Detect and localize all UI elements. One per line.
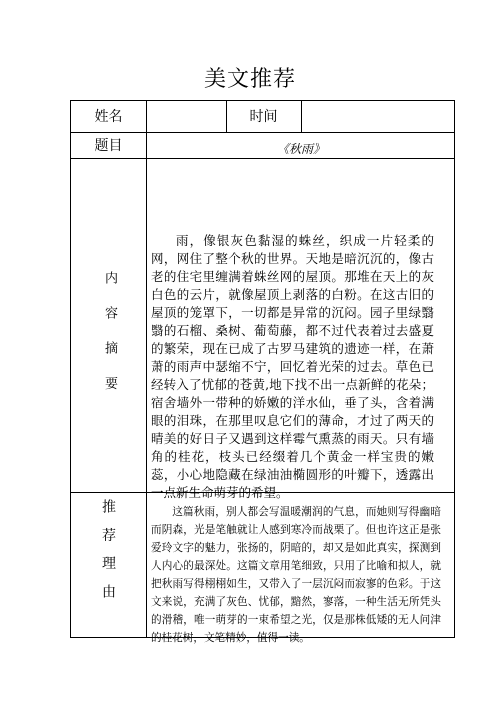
time-field[interactable] bbox=[302, 102, 454, 131]
column-divider bbox=[146, 101, 147, 638]
reason-text: 这篇秋雨，别人都会写温暖潮润的气息，而她则写得幽暗而阴森，光是笔触就让人感到寒冷而战栗了。但也许这正是张爱玲文字的魅力，张扬的，阴暗的，却又是如此真实，探测到人内心的最深处。这篇文章用笔细致，只用了比喻和拟人，就把秋雨写得栩栩如生，又带入了一层沉闷而寂寥的色彩。于这文来说，充满了灰色、忧郁，黯然，寥落，一种生活无所凭头的滑稽，唯一萌芽的一束希望之光，仅是那株低矮的无人问津的桂花树，文笔精妙，值得一读。 bbox=[151, 506, 441, 644]
summary-text: 雨，像银灰色黏湿的蛛丝，织成一片轻柔的网，网住了整个秋的世界。天地是暗沉沉的，像古老的住宅里缠满着蛛丝网的屋顶。那堆在天上的灰白色的云片，就像屋顶上剥落的白粉。在这古旧的屋顶的笼罩下，一切都是异常的沉闷。园子里绿翳翳的石榴、桑树、葡萄藤，都不过代表着过去盛夏的繁荣，现在已成了古罗马建筑的遗迹一样，在萧萧的雨声中瑟缩不宁，回忆着光荣的过去。草色已经转入了忧郁的苍黄,地下找不出一点新鲜的花朵；宿舍墙外一带种的娇嫩的洋水仙，垂了头，含着满眼的泪珠，在那里叹息它们的薄命，才过了两天的晴美的好日子又遇到这样霉气熏蒸的雨天。只有墙角的桂花，枝头已经缀着几个黄金一样宝贵的嫩蕊，小心地隐藏在绿油油椭圆形的叶瓣下，透露出一点新生命萌芽的希望。 bbox=[151, 233, 434, 500]
topic-label: 题目 bbox=[94, 138, 123, 154]
name-field[interactable] bbox=[147, 102, 225, 131]
time-label: 时间 bbox=[249, 109, 278, 125]
reason-label: 推 荐 理 由 bbox=[100, 499, 116, 604]
page-title: 美文推荐 bbox=[203, 67, 296, 92]
summary-label: 内 容 摘 要 bbox=[102, 271, 117, 399]
name-label: 姓名 bbox=[94, 109, 123, 125]
row-divider bbox=[71, 158, 454, 159]
row-divider bbox=[71, 132, 454, 133]
recommendation-form bbox=[70, 100, 455, 644]
topic-value: 《秋雨》 bbox=[276, 142, 325, 156]
